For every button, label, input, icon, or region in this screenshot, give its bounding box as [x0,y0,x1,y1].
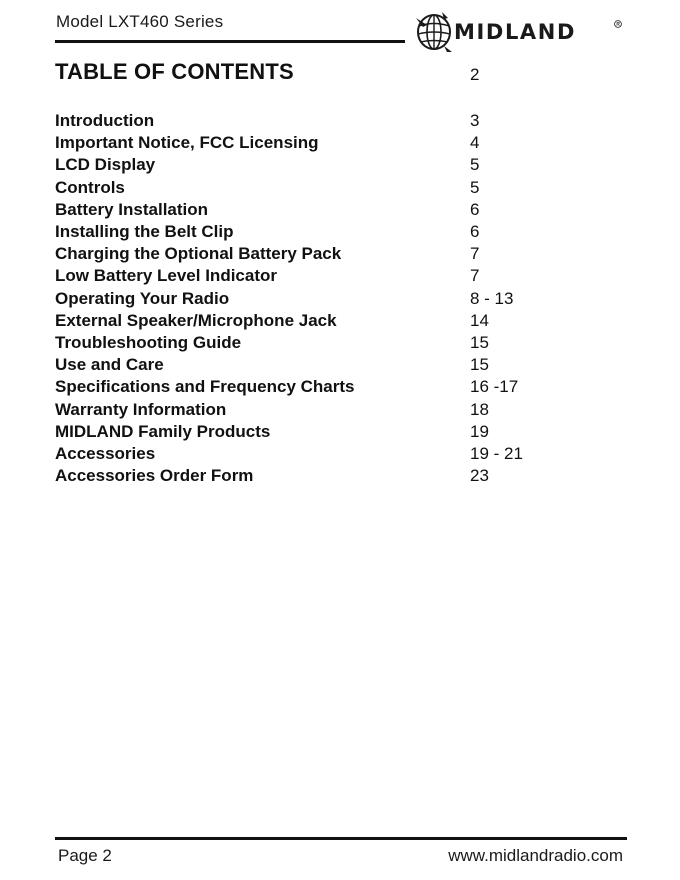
toc-entry-label: Warranty Information [55,399,227,419]
toc-entry-page: 6 [470,222,480,242]
toc-entry[interactable] [55,354,615,376]
toc-entry-page: 5 [470,155,480,175]
toc-title-page-number: 2 [470,65,480,84]
toc-entry-label: Troubleshooting Guide [55,332,242,352]
footer-website-link[interactable]: www.midlandradio.com [448,846,623,865]
toc-entry-page: 18 [470,399,489,419]
toc-entry-page: 16 -17 [470,377,519,397]
footer-page-number: Page 2 [58,846,112,865]
toc-entry-page: 6 [470,199,480,219]
toc-entry[interactable] [55,443,615,465]
toc-entry-label: Installing the Belt Clip [55,222,234,242]
toc-entry-label: Charging the Optional Battery Pack [55,244,342,264]
toc-entry-label: Accessories Order Form [55,466,254,486]
toc-entry-page: 8 - 13 [470,288,514,308]
toc-entry-label: Controls [55,177,125,197]
toc-entry-page: 3 [470,111,480,131]
toc-entry-page: 15 [470,332,489,352]
toc-entry-page: 5 [470,177,480,197]
toc-entry-label: Use and Care [55,355,164,375]
toc-entry[interactable] [55,398,615,420]
toc-entry[interactable] [55,110,615,132]
toc-entry-page: 14 [470,310,489,330]
toc-entry[interactable] [55,376,615,398]
toc-entry-label: LCD Display [55,155,156,175]
toc-entry-label: Low Battery Level Indicator [55,266,277,286]
toc-entry-label: MIDLAND Family Products [55,421,271,441]
toc-entry[interactable] [55,265,615,287]
model-series-label: Model LXT460 Series [56,12,224,31]
toc-entry[interactable] [55,132,615,154]
toc-entry[interactable] [55,310,615,332]
globe-logo-icon [414,8,454,54]
toc-entry-page: 7 [470,266,480,286]
toc-entry[interactable] [55,199,615,221]
toc-list [55,110,615,487]
toc-entry[interactable] [55,221,615,243]
toc-entry-page: 23 [470,466,489,486]
registered-mark-icon [614,20,622,28]
toc-entry-label: Important Notice, FCC Licensing [55,133,319,153]
midland-logo [414,8,626,54]
toc-entry-label: Operating Your Radio [55,288,230,308]
brand-name: MIDLAND [454,20,576,44]
toc-entry-label: External Speaker/Microphone Jack [55,310,337,330]
toc-title: TABLE OF CONTENTS [55,59,294,84]
toc-entry[interactable] [55,154,615,176]
toc-entry[interactable] [55,177,615,199]
toc-entry-page: 4 [470,133,480,153]
toc-entry-label: Specifications and Frequency Charts [55,377,355,397]
toc-entry-page: 19 [470,421,489,441]
footer-rule [55,837,627,840]
toc-entry[interactable] [55,243,615,265]
toc-entry-page: 15 [470,355,489,375]
toc-entry[interactable] [55,288,615,310]
header-rule [55,40,405,43]
toc-entry-label: Accessories [55,443,156,463]
toc-entry-page: 7 [470,244,480,264]
toc-entry[interactable] [55,421,615,443]
toc-entry[interactable] [55,465,615,487]
toc-entry-label: Battery Installation [55,199,209,219]
toc-entry-label: Introduction [55,111,155,131]
toc-entry-page: 19 - 21 [470,443,523,463]
toc-entry[interactable] [55,332,615,354]
